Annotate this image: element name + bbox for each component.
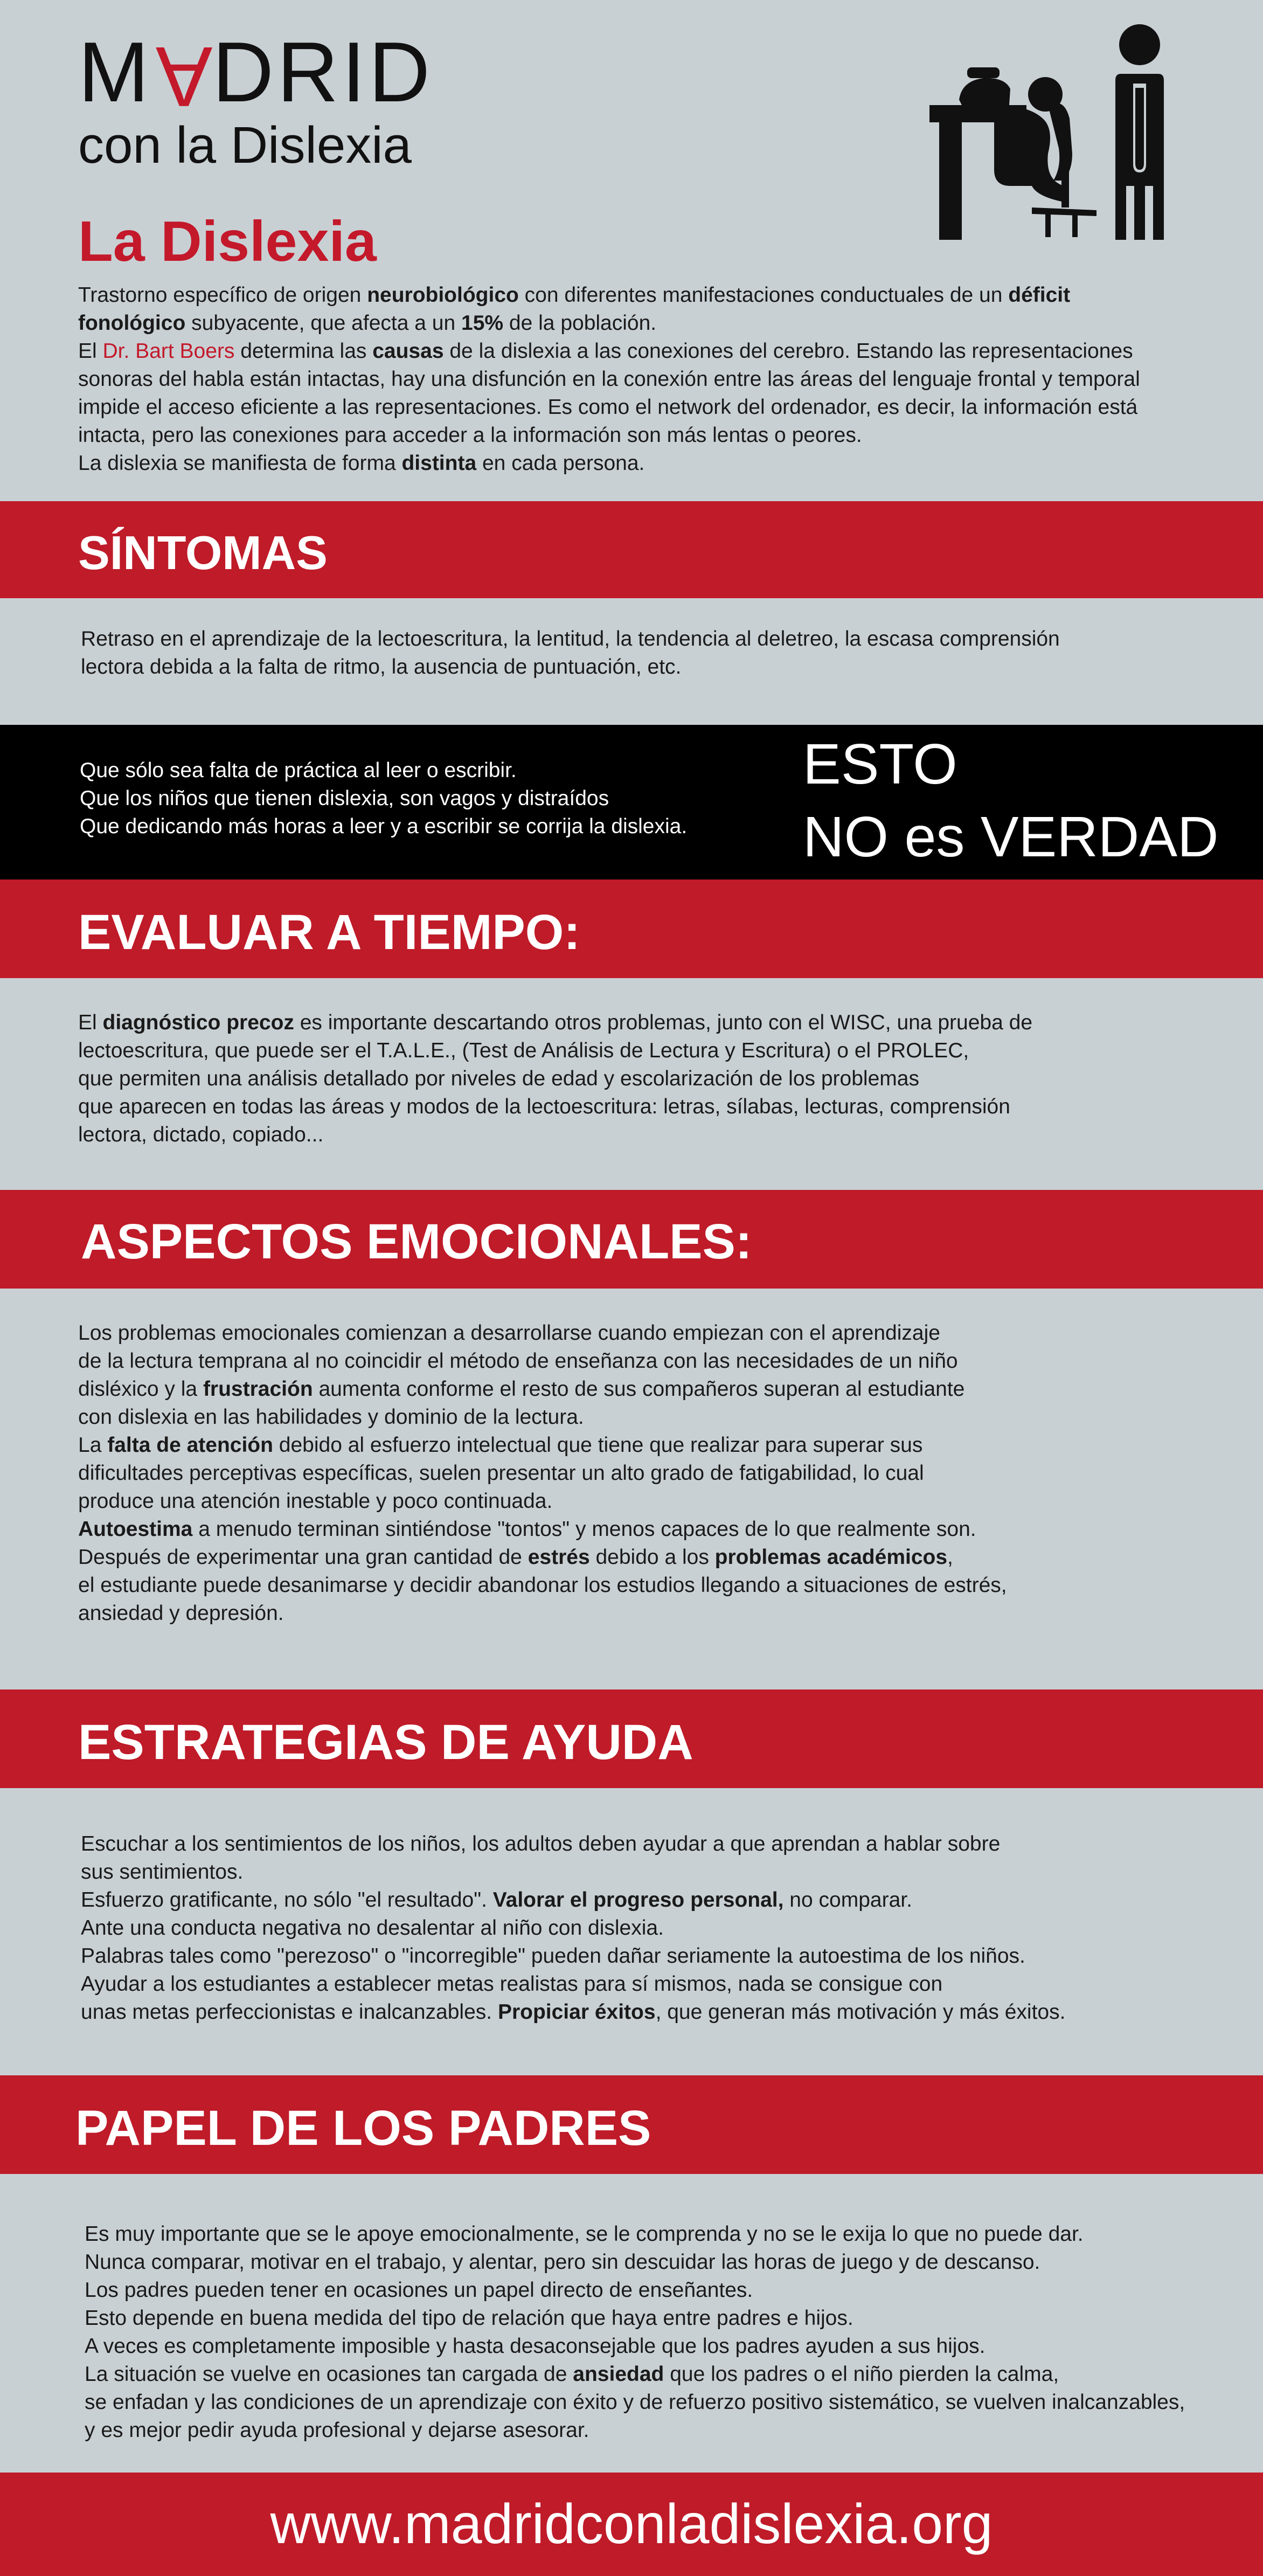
emocionales-line: produce una atención inestable y poco continuada. — [78, 1490, 553, 1513]
emocionales-line: con dislexia en las habilidades y dominio de la lectura. — [78, 1405, 584, 1429]
dyslexia-student-desk-icon — [929, 24, 1177, 245]
emocionales-line: La falta de atención debido al esfuerzo intelectual que tiene que realizar para superar sus — [78, 1434, 923, 1457]
emocionales-line: ansiedad y depresión. — [78, 1602, 284, 1625]
verdict-no-es-verdad: NO es VERDAD — [803, 805, 1219, 869]
emocionales-text — [78, 1319, 1007, 1628]
intro-line: intacta, pero las conexiones para acceder a la información son más lentas o peores. — [78, 424, 862, 447]
sintomas-line: lectora debida a la falta de ritmo, la ausencia de puntuación, etc. — [81, 655, 682, 678]
padres-text — [85, 2220, 1185, 2445]
estrategias-line: Esfuerzo gratificante, no sólo "el resultado". Valorar el progreso personal, no comparar. — [81, 1888, 912, 1912]
emocionales-line: dificultades perceptivas específicas, suelen presentar un alto grado de fatigabilidad, lo cual — [78, 1462, 924, 1485]
myths-list — [80, 757, 687, 841]
intro-text — [78, 281, 1140, 477]
estrategias-line: Ayudar a los estudiantes a establecer metas realistas para sí mismos, nada se consigue con — [81, 1972, 943, 1996]
myth-item: Que dedicando más horas a leer y a escribir se corrija la dislexia. — [80, 815, 688, 838]
padres-line: Es muy importante que se le apoye emocionalmente, se le comprenda y no se le exija lo que no puede dar. — [85, 2222, 1084, 2246]
evaluar-line: lectora, dictado, copiado... — [78, 1123, 324, 1146]
evaluar-line: que permiten una análisis detallado por niveles de edad y escolarización de los problemas — [78, 1067, 919, 1090]
page-title: La Dislexia — [78, 210, 377, 273]
doctor-name: Dr. Bart Boers — [102, 340, 235, 363]
padres-band — [0, 2075, 1263, 2174]
intro-line: fonológico subyacente, que afecta a un 15% de la población. — [78, 311, 657, 335]
padres-line: Nunca comparar, motivar en el trabajo, y alentar, pero sin descuidar las horas de juego y de descanso. — [85, 2250, 1040, 2274]
estrategias-band — [0, 1689, 1263, 1788]
logo-letters: DRID — [212, 25, 434, 120]
verdict-esto: ESTO — [803, 732, 957, 796]
sintomas-band — [0, 501, 1263, 598]
sintomas-text — [81, 625, 1060, 681]
padres-line: A veces es completamente imposible y hasta desaconsejable que los padres ayuden a sus hijos. — [85, 2335, 986, 2358]
logo-title — [78, 25, 434, 124]
sintomas-title: SÍNTOMAS — [78, 526, 328, 579]
padres-line: se enfadan y las condiciones de un aprendizaje con éxito y de refuerzo positivo sistemático, se vuelven inalcanzables, — [85, 2391, 1185, 2414]
myth-item: Que sólo sea falta de práctica al leer o escribir. — [80, 759, 517, 782]
evaluar-text — [78, 1009, 1032, 1149]
padres-line: y es mejor pedir ayuda profesional y dejarse asesorar. — [85, 2419, 589, 2442]
estrategias-line: Palabras tales como "perezoso" o "incorregible" pueden dañar seriamente la autoestima de los niños. — [81, 1944, 1025, 1968]
intro-line: sonoras del habla están intactas, hay una disfunción en la conexión entre las áreas del lenguaje frontal y temporal — [78, 368, 1140, 391]
evaluar-line: El diagnóstico precoz es importante descartando otros problemas, junto con el WISC, una prueba de — [78, 1011, 1033, 1034]
padres-line: Esto depende en buena medida del tipo de relación que haya entre padres e hijos. — [85, 2307, 853, 2330]
logo-inverted-a: A — [152, 29, 213, 124]
footer-band — [0, 2473, 1263, 2576]
emocionales-line: disléxico y la frustración aumenta conforme el resto de sus compañeros superan al estudiante — [78, 1377, 965, 1401]
website-url[interactable]: www.madridconladislexia.org — [270, 2493, 993, 2556]
logo-subtitle: con la Dislexia — [78, 116, 412, 174]
estrategias-line: sus sentimientos. — [81, 1860, 244, 1883]
intro-line: La dislexia se manifiesta de forma distinta en cada persona. — [78, 452, 645, 475]
emocionales-line: Autoestima a menudo terminan sintiéndose "tontos" y menos capaces de lo que realmente son. — [78, 1518, 976, 1541]
emocionales-line: Los problemas emocionales comienzan a desarrollarse cuando empiezan con el aprendizaje — [78, 1321, 940, 1345]
evaluar-band — [0, 880, 1263, 978]
intro-line: impide el acceso eficiente a las representaciones. Es como el network del ordenador, es decir, la información está — [78, 396, 1138, 419]
emocionales-line: el estudiante puede desanimarse y decidir abandonar los estudios llegando a situaciones de estrés, — [78, 1574, 1007, 1597]
emocionales-title: ASPECTOS EMOCIONALES: — [81, 1214, 752, 1269]
padres-line: La situación se vuelve en ocasiones tan cargada de ansiedad que los padres o el niño pierden la calma, — [85, 2363, 1059, 2386]
logo-letter: M — [78, 25, 152, 120]
estrategias-line: unas metas perfeccionistas e inalcanzables. Propiciar éxitos, que generan más motivación y más éxitos. — [81, 2000, 1066, 2024]
padres-title: PAPEL DE LOS PADRES — [75, 2101, 651, 2156]
estrategias-title: ESTRATEGIAS DE AYUDA — [78, 1715, 693, 1770]
myth-item: Que los niños que tienen dislexia, son vagos y distraídos — [80, 787, 609, 810]
intro-line: Trastorno específico de origen neurobiológico con diferentes manifestaciones conductuales de un déficit — [78, 283, 1071, 307]
evaluar-line: lectoescritura, que puede ser el T.A.L.E., (Test de Análisis de Lectura y Escritura) o el PROLEC, — [78, 1039, 969, 1062]
evaluar-line: que aparecen en todas las áreas y modos de la lectoescritura: letras, sílabas, lecturas, comprensión — [78, 1095, 1010, 1118]
estrategias-line: Escuchar a los sentimientos de los niños, los adultos deben ayudar a que aprendan a hablar sobre — [81, 1832, 1001, 1855]
intro-line: El Dr. Bart Boers determina las causas de la dislexia a las conexiones del cerebro. Estando las representaciones — [78, 340, 1133, 363]
sintomas-line: Retraso en el aprendizaje de la lectoescritura, la lentitud, la tendencia al deletreo, la escasa comprensión — [81, 627, 1060, 650]
emocionales-band — [0, 1190, 1263, 1289]
emocionales-line: de la lectura temprana al no coincidir el método de enseñanza con las necesidades de un niño — [78, 1349, 958, 1373]
emocionales-line: Después de experimentar una gran cantidad de estrés debido a los problemas académicos, — [78, 1546, 953, 1569]
estrategias-text — [81, 1830, 1065, 2026]
padres-line: Los padres pueden tener en ocasiones un papel directo de enseñantes. — [85, 2279, 753, 2302]
estrategias-line: Ante una conducta negativa no desalentar al niño con dislexia. — [81, 1916, 664, 1940]
evaluar-title: EVALUAR A TIEMPO: — [78, 905, 580, 960]
